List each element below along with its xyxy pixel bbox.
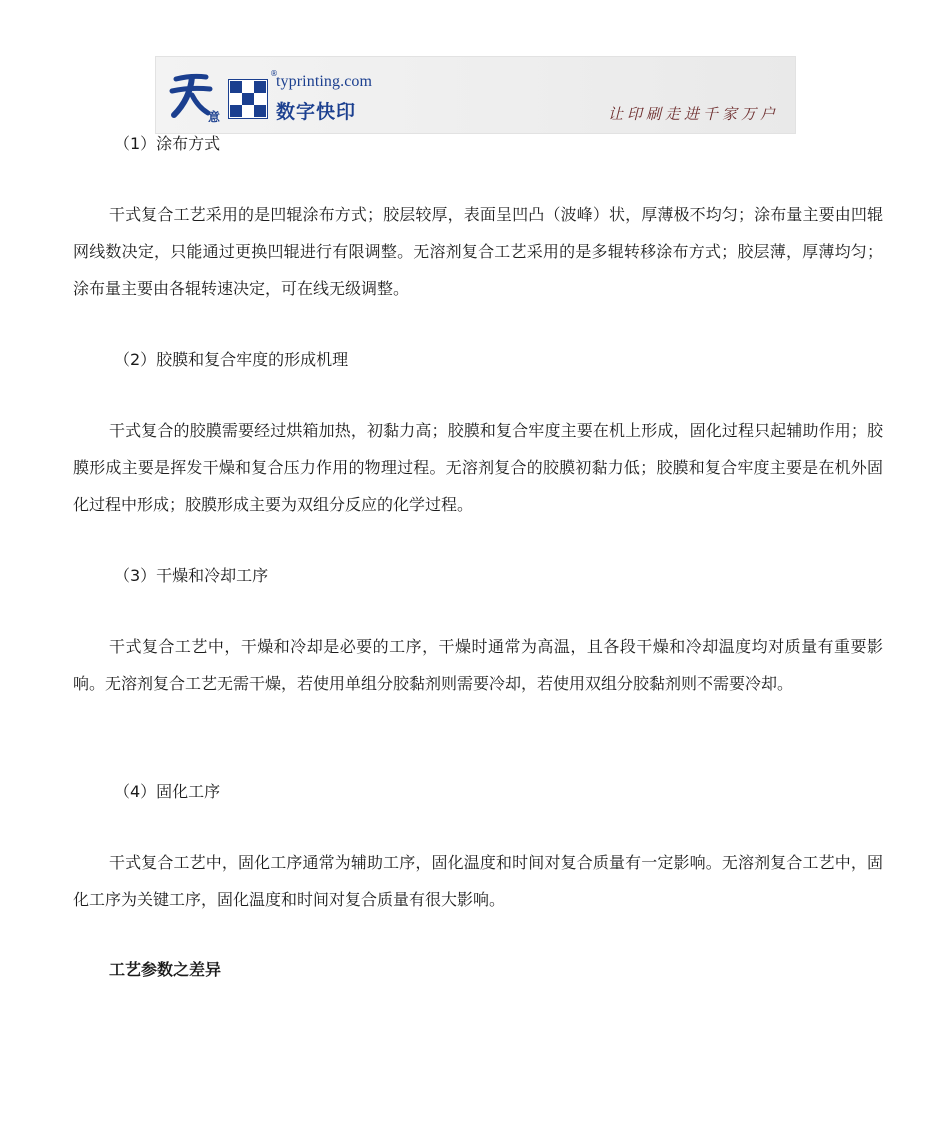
checker-logo-icon <box>228 79 268 119</box>
section-paragraph-coating: 干式复合工艺采用的是凹辊涂布方式；胶层较厚，表面呈凹凸（波峰）状，厚薄极不均匀；涂布量主要由凹辊网线数决定，只能通过更换凹辊进行有限调整。无溶剂复合工艺采用的是多辊转移涂布方式；胶层薄，厚薄均匀；涂布量主要由各辊转速决定，可在线无级调整。 <box>73 205 883 298</box>
logo-char-yi: 意 <box>208 110 221 124</box>
section-paragraph-drying-cooling: 干式复合工艺中，干燥和冷却是必要的工序，干燥时通常为高温，且各段干燥和冷却温度均对质量有重要影响。无溶剂复合工艺无需干燥，若使用单组分胶黏剂则需要冷却，若使用双组分胶黏剂则不需要冷却。 <box>73 637 883 693</box>
process-parameters-heading: 工艺参数之差异 <box>109 960 222 979</box>
header-banner <box>155 56 796 134</box>
registered-mark: ® <box>270 69 278 78</box>
section-heading-coating: （1）涂布方式 <box>114 134 221 153</box>
logo-url: typrinting.com <box>276 73 373 90</box>
section-heading-drying-cooling: （3）干燥和冷却工序 <box>114 566 269 585</box>
tianyi-logo-icon <box>168 69 226 125</box>
section-paragraph-curing: 干式复合工艺中，固化工序通常为辅助工序，固化温度和时间对复合质量有一定影响。无溶剂复合工艺中，固化工序为关键工序，固化温度和时间对复合质量有很大影响。 <box>73 853 883 909</box>
section-paragraph-film-formation: 干式复合的胶膜需要经过烘箱加热，初黏力高；胶膜和复合牢度主要在机上形成，固化过程只起辅助作用；胶膜形成主要是挥发干燥和复合压力作用的物理过程。无溶剂复合的胶膜初黏力低；胶膜和复合牢度主要是在机外固化过程中形成；胶膜形成主要为双组分反应的化学过程。 <box>73 421 883 514</box>
banner-slogan: 让印刷走进千家万户 <box>607 105 779 123</box>
company-name: 数字快印 <box>276 101 357 123</box>
section-heading-film-formation: （2）胶膜和复合牢度的形成机理 <box>114 350 349 369</box>
section-heading-curing: （4）固化工序 <box>114 782 221 801</box>
